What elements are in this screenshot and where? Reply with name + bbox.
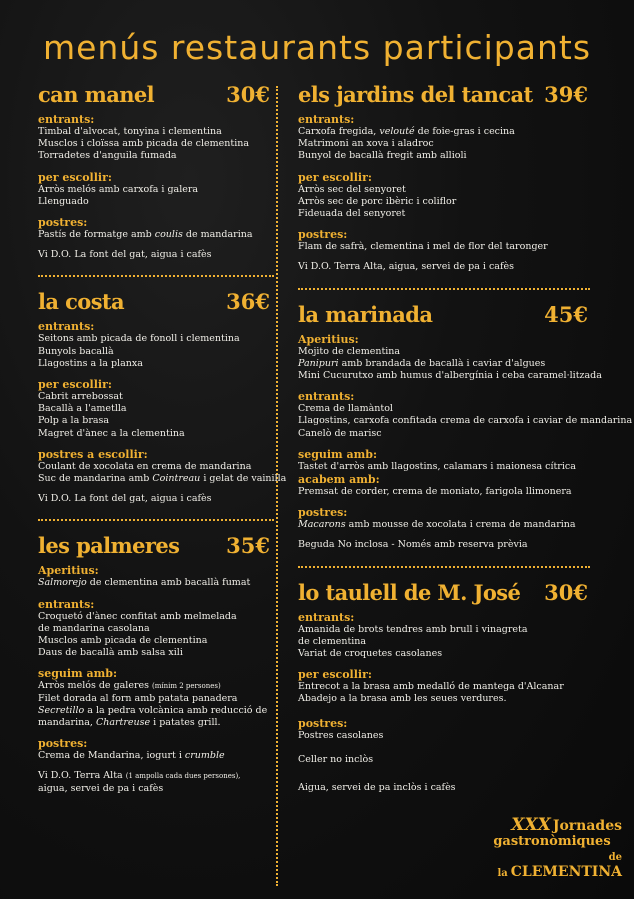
menu-item: Variat de croquetes casolanes (298, 648, 443, 660)
menu-note: Vi D.O. Terra Alta (1 ampolla cada dues persones), (38, 770, 241, 782)
restaurant-name: la costa (38, 289, 125, 315)
restaurant-name: la marinada (298, 301, 433, 327)
menu-note: Vi D.O. La font del gat, aigua i cafès (38, 249, 212, 261)
section-label: per escollir: (38, 378, 112, 392)
horizontal-divider (298, 288, 590, 290)
section-label: entrants: (38, 320, 95, 334)
logo-line1: Jornades (552, 818, 622, 834)
menu-note: Celler no inclòs (298, 753, 374, 765)
section-label: postres a escollir: (38, 447, 148, 461)
section-label: seguim amb: (38, 667, 118, 681)
horizontal-divider (38, 519, 274, 521)
menu-note: Vi D.O. Terra Alta, aigua, servei de pa i cafès (298, 261, 514, 273)
menu-item: Torradetes d'anguila fumada (38, 150, 177, 162)
menu-item: Salmorejo de clementina amb bacallà fumat (38, 577, 251, 589)
section-label: postres: (298, 716, 348, 730)
menu-item: Magret d'ànec a la clementina (38, 427, 185, 439)
menu-item: Pastís de formatge amb coulis de mandarina (38, 229, 253, 241)
menu-item: de clementina (298, 635, 367, 647)
menu-item: Macarons amb mousse de xocolata i crema de mandarina (298, 519, 576, 531)
menu-item: Bunyols bacallà (38, 345, 114, 357)
menu-item: Polp a la brasa (38, 415, 110, 427)
menu-item: de mandarina casolana (38, 622, 150, 634)
menu-item: mandarina, Chartreuse i patates grill. (38, 717, 221, 729)
logo-line2: gastronòmiques (493, 834, 611, 849)
restaurant-la-marinada (298, 301, 633, 552)
menu-item: Matrimoni an xova i aladroc (298, 138, 434, 150)
restaurant-les-palmeres (38, 533, 300, 794)
menu-item: Panipuri amb brandada de bacallà i caviar d'algues (298, 357, 546, 369)
menu-item: Abadejo a la brasa amb les seues verdures. (298, 693, 507, 705)
menu-note: Aigua, servei de pa inclòs i cafès (298, 782, 456, 794)
menu-item: Seitons amb picada de fonoll i clementina (38, 333, 240, 345)
menu-item: Crema de llamàntol (298, 403, 393, 415)
menu-item: Arròs sec del senyoret (298, 183, 406, 195)
restaurant-price: 36€ (226, 289, 270, 315)
menu-item: Entrecot a la brasa amb medalló de mantega d'Alcanar (298, 681, 564, 693)
logo-line3: CLEMENTINA (510, 864, 622, 880)
menu-item: Arròs sec de porc ibèric i coliflor (298, 195, 457, 207)
menu-item: Filet dorada al forn amb patata panadera (38, 692, 238, 704)
restaurant-name: els jardins del tancat (298, 82, 533, 107)
restaurant-price: 39€ (544, 82, 588, 107)
horizontal-divider (38, 275, 274, 277)
restaurant-name: les palmeres (38, 533, 180, 559)
logo-roman: XXX (511, 815, 551, 835)
restaurant-price: 35€ (226, 533, 270, 559)
restaurant-price: 30€ (226, 82, 270, 107)
menu-item: Fideuada del senyoret (298, 208, 406, 220)
section-label: per escollir: (38, 170, 112, 184)
section-label: per escollir: (298, 170, 372, 184)
menu-item: Canelò de marisc (298, 427, 382, 439)
section-label: entrants: (298, 113, 355, 126)
menu-item: Musclos i cloïssa amb picada de clementina (38, 138, 250, 150)
section-label: acabem amb: (298, 473, 380, 487)
menu-item: Mojito de clementina (298, 345, 401, 357)
menu-item: Suc de mandarina amb Cointreau i gelat de vainilla (38, 473, 287, 485)
right-column (298, 82, 633, 794)
section-label: entrants: (298, 390, 355, 404)
menu-item: Llagostins a la planxa (38, 357, 143, 369)
menu-item: Postres casolanes (298, 729, 384, 741)
menu-note: Vi D.O. La font del gat, aigua i cafès (38, 493, 212, 505)
menu-note: aigua, servei de pa i cafès (38, 782, 164, 794)
menu-item: Daus de bacallà amb salsa xili (38, 647, 183, 659)
menu-item: Coulant de xocolata en crema de mandarina (38, 460, 252, 472)
section-label: per escollir: (298, 668, 372, 682)
restaurant-name: lo taulell de M. José (298, 579, 521, 605)
page-title: menús restaurants participants (42, 28, 592, 67)
restaurant-lo-taulell (298, 580, 594, 795)
section-label: postres: (298, 228, 348, 242)
restaurant-name: can manel (38, 82, 155, 107)
menu-item: Croquetó d'ànec confitat amb melmelada (38, 610, 237, 622)
menu-item: Arròs melós de galeres (mínim 2 persones) (38, 680, 221, 692)
restaurant-la-costa (38, 289, 300, 505)
logo-de: de la (497, 852, 622, 879)
menu-item: Bacallà a l'ametlla (38, 403, 127, 415)
section-label: entrants: (38, 597, 95, 611)
left-column (38, 82, 300, 795)
section-label: Aperitius: (38, 564, 99, 578)
menu-item: Arròs melós amb carxofa i galera (38, 183, 199, 195)
menu-item: Mini Cucurutxo amb humus d'albergínia i ceba caramel·litzada (298, 370, 602, 382)
menu-note: Beguda No inclosa - Només amb reserva prèvia (298, 539, 528, 551)
section-label: seguim amb: (298, 447, 378, 461)
menu-item: Amanida de brots tendres amb brull i vinagreta (298, 623, 528, 635)
menu-item: Carxofa fregida, velouté de foie-gras i cecina (298, 126, 515, 137)
jornades-logo (482, 815, 622, 881)
menu-item: Musclos amb picada de clementina (38, 635, 208, 647)
restaurant-price: 45€ (544, 301, 588, 327)
section-label: postres: (38, 216, 88, 230)
horizontal-divider (298, 566, 590, 568)
menu-item: Timbal d'alvocat, tonyina i clementina (38, 126, 222, 137)
restaurant-can-manel (38, 82, 300, 261)
menu-item: Crema de Mandarina, iogurt i crumble (38, 750, 225, 762)
restaurant-els-jardins (298, 82, 594, 274)
restaurant-price: 30€ (544, 579, 588, 605)
menu-item: Secretillo a la pedra volcànica amb reducció de (38, 704, 268, 716)
section-label: postres: (38, 737, 88, 751)
section-label: Aperitius: (298, 332, 359, 346)
section-label: entrants: (298, 610, 355, 624)
menu-item: Cabrit arrebossat (38, 391, 123, 403)
menu-item: Llenguado (38, 195, 89, 207)
menu-item: Premsat de corder, crema de moniato, farigola llimonera (298, 486, 572, 498)
menu-item: Llagostins, carxofa confitada crema de carxofa i caviar de mandarina (298, 415, 633, 427)
section-label: postres: (298, 506, 348, 520)
section-label: entrants: (38, 113, 95, 126)
menu-item: Bunyol de bacallà fregit amb allioli (298, 150, 467, 162)
menu-item: Flam de safrà, clementina i mel de flor del taronger (298, 241, 548, 253)
menu-item: Tastet d'arròs amb llagostins, calamars i maionesa cítrica (298, 460, 576, 472)
